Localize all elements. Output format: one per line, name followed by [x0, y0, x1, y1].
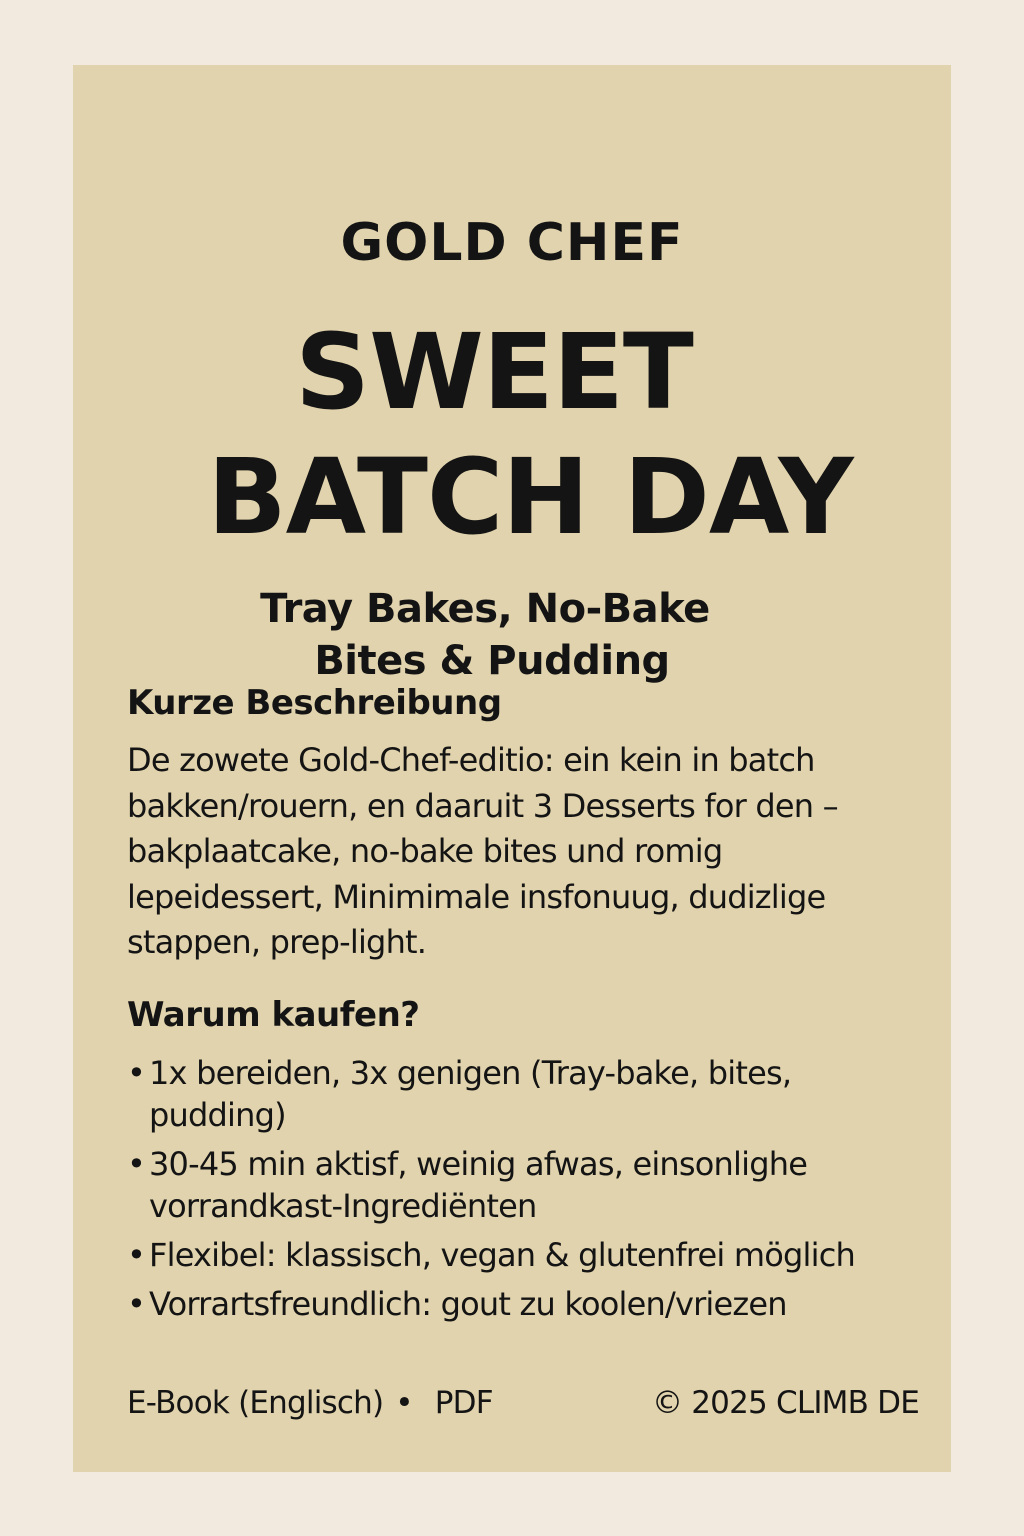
- description-line: bakplaatcake, no-bake bites und romig: [127, 832, 723, 870]
- list-item: [127, 1283, 927, 1325]
- bullet-icon: •: [127, 1054, 146, 1092]
- separator-dot: •: [395, 1385, 413, 1421]
- list-item-text: 30-45 min aktisf, weinig afwas, einsonlighe: [149, 1145, 808, 1183]
- edition-info: [127, 1385, 493, 1421]
- bullet-icon: •: [127, 1285, 146, 1323]
- list-item-text: 1x bereiden, 3x genigen (Tray-bake, bites,: [149, 1054, 792, 1092]
- description-heading: Kurze Beschreibung: [127, 683, 502, 723]
- list-item-text: Vorrartsfreundlich: gout zu koolen/vriezen: [149, 1285, 787, 1323]
- description-line: stappen, prep-light.: [127, 923, 427, 961]
- book-title: [73, 310, 951, 560]
- description-line: bakken/rouern, en daaruit 3 Desserts for den –: [127, 786, 838, 825]
- subtitle-line: Bites & Pudding: [314, 638, 670, 684]
- bullet-icon: •: [127, 1145, 146, 1183]
- edition-label: E-Book (Englisch): [127, 1385, 384, 1421]
- book-subtitle: [73, 583, 951, 687]
- why-buy-list: [127, 1052, 927, 1332]
- why-buy-heading: Warum kaufen?: [127, 995, 420, 1035]
- brand-label: GOLD CHEF: [340, 213, 684, 273]
- description-line: lepeidessert, Minimimale insfonuug, dudizlige: [127, 877, 826, 916]
- description-line: De zowete Gold-Chef-editio: ein kein in batch: [127, 741, 815, 779]
- description-text: [127, 738, 912, 966]
- subtitle-line: Tray Bakes, No-Bake: [260, 586, 710, 632]
- list-item-text: vorrandkast-Ingrediënten: [149, 1187, 537, 1225]
- list-item-text: pudding): [149, 1096, 286, 1134]
- title-line: BATCH DAY: [207, 436, 853, 558]
- list-item: [127, 1143, 927, 1227]
- title-line: SWEET: [295, 311, 693, 433]
- list-item: [127, 1052, 927, 1136]
- bullet-icon: •: [127, 1236, 146, 1274]
- format-label: PDF: [434, 1385, 493, 1421]
- list-item: [127, 1234, 927, 1276]
- list-item-text: Flexibel: klassisch, vegan & glutenfrei möglich: [149, 1236, 855, 1274]
- copyright-notice: © 2025 CLIMB DE: [652, 1385, 919, 1421]
